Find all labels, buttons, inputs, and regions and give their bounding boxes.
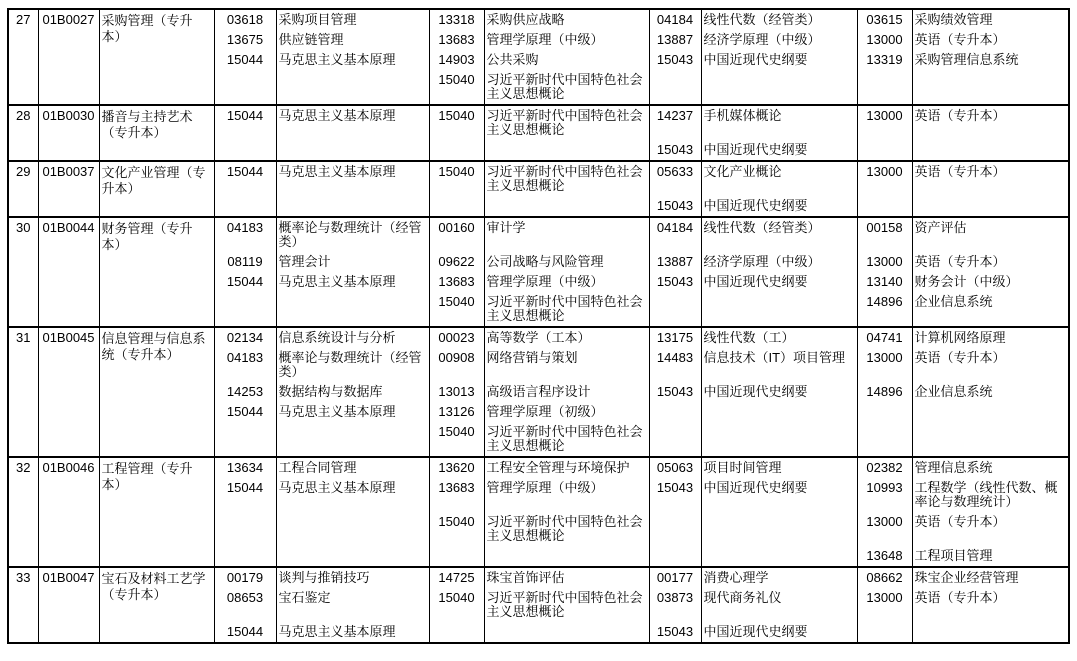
course-name: 公司战略与风险管理	[484, 252, 649, 272]
course-code: 15044	[214, 622, 276, 643]
course-name: 马克思主义基本原理	[276, 622, 429, 643]
course-name: 马克思主义基本原理	[276, 105, 429, 140]
course-code: 05063	[649, 457, 701, 478]
exam-table-body	[8, 9, 1069, 643]
course-name	[912, 140, 1069, 161]
course-name: 英语（专升本）	[912, 161, 1069, 196]
course-code: 13000	[857, 348, 912, 382]
course-code: 14896	[857, 382, 912, 402]
course-name: 马克思主义基本原理	[276, 272, 429, 292]
course-code	[857, 422, 912, 457]
course-name: 高等数学（工本）	[484, 327, 649, 348]
row-number: 31	[8, 327, 38, 457]
course-code: 15040	[429, 512, 484, 546]
course-name: 信息系统设计与分析	[276, 327, 429, 348]
major-name: 播音与主持艺术（专升本）	[99, 105, 214, 161]
course-name: 中国近现代史纲要	[701, 140, 857, 161]
course-name	[701, 512, 857, 546]
course-code: 04184	[649, 9, 701, 30]
course-code	[214, 140, 276, 161]
course-name: 谈判与推销技巧	[276, 567, 429, 588]
course-name: 马克思主义基本原理	[276, 402, 429, 422]
course-name: 珠宝企业经营管理	[912, 567, 1069, 588]
major-code: 01B0047	[38, 567, 99, 643]
course-code: 02134	[214, 327, 276, 348]
course-code	[214, 292, 276, 327]
course-name: 文化产业概论	[701, 161, 857, 196]
course-name: 计算机网络原理	[912, 327, 1069, 348]
course-code: 15043	[649, 478, 701, 512]
course-code	[857, 402, 912, 422]
course-name: 工程项目管理	[912, 546, 1069, 567]
major-row-27-slot-1	[8, 9, 1069, 30]
course-code	[429, 546, 484, 567]
course-name	[276, 140, 429, 161]
course-name: 宝石鉴定	[276, 588, 429, 622]
course-name: 经济学原理（中级）	[701, 30, 857, 50]
course-code: 15044	[214, 50, 276, 70]
course-name: 高级语言程序设计	[484, 382, 649, 402]
course-code: 14896	[857, 292, 912, 327]
course-code: 13683	[429, 272, 484, 292]
course-code: 14903	[429, 50, 484, 70]
course-name	[276, 292, 429, 327]
course-code: 13887	[649, 252, 701, 272]
course-name: 管理会计	[276, 252, 429, 272]
major-row-29-slot-1	[8, 161, 1069, 196]
course-name: 工程安全管理与环境保护	[484, 457, 649, 478]
course-code	[649, 546, 701, 567]
course-name	[701, 292, 857, 327]
course-code: 15040	[429, 105, 484, 140]
course-name: 项目时间管理	[701, 457, 857, 478]
course-name: 线性代数（工）	[701, 327, 857, 348]
course-code: 08662	[857, 567, 912, 588]
course-name	[484, 546, 649, 567]
course-code: 13887	[649, 30, 701, 50]
course-name	[912, 70, 1069, 105]
course-code: 03615	[857, 9, 912, 30]
course-code	[649, 70, 701, 105]
course-code: 13634	[214, 457, 276, 478]
course-name: 消费心理学	[701, 567, 857, 588]
course-code	[214, 546, 276, 567]
course-code: 03873	[649, 588, 701, 622]
course-code: 15040	[429, 70, 484, 105]
course-code: 13683	[429, 478, 484, 512]
course-code: 13175	[649, 327, 701, 348]
course-code: 13319	[857, 50, 912, 70]
course-name: 中国近现代史纲要	[701, 382, 857, 402]
course-name	[484, 622, 649, 643]
course-name: 管理学原理（初级）	[484, 402, 649, 422]
major-name: 宝石及材料工艺学（专升本）	[99, 567, 214, 643]
course-name: 公共采购	[484, 50, 649, 70]
course-code: 00179	[214, 567, 276, 588]
course-code	[214, 512, 276, 546]
row-number: 28	[8, 105, 38, 161]
course-code: 09622	[429, 252, 484, 272]
course-name: 习近平新时代中国特色社会主义思想概论	[484, 512, 649, 546]
major-row-30-slot-1	[8, 217, 1069, 252]
course-code: 13648	[857, 546, 912, 567]
course-name	[276, 422, 429, 457]
course-name: 马克思主义基本原理	[276, 50, 429, 70]
course-name: 英语（专升本）	[912, 105, 1069, 140]
course-code: 00177	[649, 567, 701, 588]
course-name: 珠宝首饰评估	[484, 567, 649, 588]
course-code: 08119	[214, 252, 276, 272]
course-name: 中国近现代史纲要	[701, 50, 857, 70]
course-code: 15040	[429, 292, 484, 327]
row-number: 32	[8, 457, 38, 567]
major-code: 01B0037	[38, 161, 99, 217]
exam-schedule-table	[7, 8, 1070, 644]
course-code: 15043	[649, 622, 701, 643]
course-code	[857, 140, 912, 161]
course-name: 企业信息系统	[912, 382, 1069, 402]
course-name: 资产评估	[912, 217, 1069, 252]
course-code	[429, 196, 484, 217]
course-code: 14253	[214, 382, 276, 402]
course-name: 工程合同管理	[276, 457, 429, 478]
course-code: 13318	[429, 9, 484, 30]
course-name: 财务会计（中级）	[912, 272, 1069, 292]
course-name: 英语（专升本）	[912, 348, 1069, 382]
course-name: 现代商务礼仪	[701, 588, 857, 622]
course-code: 14237	[649, 105, 701, 140]
course-name: 概率论与数理统计（经管类）	[276, 217, 429, 252]
course-code: 04741	[857, 327, 912, 348]
course-code: 15044	[214, 105, 276, 140]
course-name: 管理信息系统	[912, 457, 1069, 478]
course-code	[429, 622, 484, 643]
major-name: 文化产业管理（专升本）	[99, 161, 214, 217]
course-code: 13000	[857, 105, 912, 140]
major-name: 工程管理（专升本）	[99, 457, 214, 567]
course-name	[912, 422, 1069, 457]
course-code: 02382	[857, 457, 912, 478]
course-code	[214, 422, 276, 457]
course-code	[649, 402, 701, 422]
course-name: 手机媒体概论	[701, 105, 857, 140]
course-name: 管理学原理（中级）	[484, 478, 649, 512]
major-code: 01B0046	[38, 457, 99, 567]
course-code: 04183	[214, 217, 276, 252]
major-name: 信息管理与信息系统（专升本）	[99, 327, 214, 457]
course-name	[701, 422, 857, 457]
course-name: 中国近现代史纲要	[701, 622, 857, 643]
row-number: 30	[8, 217, 38, 327]
course-name: 采购供应战略	[484, 9, 649, 30]
course-name	[276, 512, 429, 546]
course-code: 00908	[429, 348, 484, 382]
course-name	[701, 70, 857, 105]
course-name	[912, 196, 1069, 217]
course-name: 线性代数（经管类）	[701, 217, 857, 252]
course-name: 审计学	[484, 217, 649, 252]
course-code	[649, 292, 701, 327]
course-name: 中国近现代史纲要	[701, 272, 857, 292]
course-code: 13675	[214, 30, 276, 50]
course-code	[214, 70, 276, 105]
course-code: 15043	[649, 50, 701, 70]
major-row-32-slot-1	[8, 457, 1069, 478]
course-code: 08653	[214, 588, 276, 622]
course-name: 习近平新时代中国特色社会主义思想概论	[484, 588, 649, 622]
course-name: 英语（专升本）	[912, 512, 1069, 546]
course-code	[214, 196, 276, 217]
course-code: 05633	[649, 161, 701, 196]
course-name	[276, 546, 429, 567]
course-code: 15040	[429, 422, 484, 457]
course-code: 15040	[429, 161, 484, 196]
course-name: 英语（专升本）	[912, 588, 1069, 622]
course-name: 数据结构与数据库	[276, 382, 429, 402]
course-code: 13140	[857, 272, 912, 292]
course-name: 网络营销与策划	[484, 348, 649, 382]
course-code: 15044	[214, 402, 276, 422]
course-name	[484, 196, 649, 217]
course-code: 13126	[429, 402, 484, 422]
course-code	[649, 512, 701, 546]
course-name: 中国近现代史纲要	[701, 196, 857, 217]
course-code: 00160	[429, 217, 484, 252]
row-number: 29	[8, 161, 38, 217]
course-code: 04184	[649, 217, 701, 252]
row-number: 33	[8, 567, 38, 643]
major-code: 01B0044	[38, 217, 99, 327]
major-name: 财务管理（专升本）	[99, 217, 214, 327]
course-code	[857, 70, 912, 105]
course-name: 英语（专升本）	[912, 252, 1069, 272]
course-code: 15044	[214, 161, 276, 196]
course-name: 马克思主义基本原理	[276, 478, 429, 512]
course-name: 信息技术（IT）项目管理	[701, 348, 857, 382]
course-name: 供应链管理	[276, 30, 429, 50]
course-name: 习近平新时代中国特色社会主义思想概论	[484, 161, 649, 196]
course-name: 中国近现代史纲要	[701, 478, 857, 512]
course-name: 英语（专升本）	[912, 30, 1069, 50]
course-name	[701, 546, 857, 567]
course-code: 04183	[214, 348, 276, 382]
course-code	[857, 622, 912, 643]
course-code: 15044	[214, 272, 276, 292]
course-name: 采购项目管理	[276, 9, 429, 30]
course-code: 13683	[429, 30, 484, 50]
course-code: 15044	[214, 478, 276, 512]
course-code: 13000	[857, 588, 912, 622]
major-row-28-slot-1	[8, 105, 1069, 140]
course-code: 13000	[857, 512, 912, 546]
course-name: 习近平新时代中国特色社会主义思想概论	[484, 422, 649, 457]
course-code: 14725	[429, 567, 484, 588]
course-name	[276, 196, 429, 217]
course-name	[701, 402, 857, 422]
course-code: 14483	[649, 348, 701, 382]
major-code: 01B0030	[38, 105, 99, 161]
course-name	[276, 70, 429, 105]
course-name: 管理学原理（中级）	[484, 30, 649, 50]
course-code: 00023	[429, 327, 484, 348]
course-name: 采购绩效管理	[912, 9, 1069, 30]
course-name: 习近平新时代中国特色社会主义思想概论	[484, 292, 649, 327]
course-code: 13620	[429, 457, 484, 478]
course-name: 管理学原理（中级）	[484, 272, 649, 292]
course-code: 15043	[649, 196, 701, 217]
course-name: 工程数学（线性代数、概率论与数理统计）	[912, 478, 1069, 512]
course-name: 线性代数（经管类）	[701, 9, 857, 30]
course-code: 13000	[857, 30, 912, 50]
course-name: 企业信息系统	[912, 292, 1069, 327]
major-code: 01B0027	[38, 9, 99, 105]
course-name: 习近平新时代中国特色社会主义思想概论	[484, 70, 649, 105]
row-number: 27	[8, 9, 38, 105]
course-name	[912, 622, 1069, 643]
course-name	[484, 140, 649, 161]
course-code	[429, 140, 484, 161]
course-name: 马克思主义基本原理	[276, 161, 429, 196]
course-code: 13000	[857, 252, 912, 272]
course-name: 采购管理信息系统	[912, 50, 1069, 70]
course-code: 13000	[857, 161, 912, 196]
course-code: 10993	[857, 478, 912, 512]
course-code: 15043	[649, 382, 701, 402]
course-name: 经济学原理（中级）	[701, 252, 857, 272]
course-code: 00158	[857, 217, 912, 252]
course-code	[857, 196, 912, 217]
major-name: 采购管理（专升本）	[99, 9, 214, 105]
course-code: 15043	[649, 272, 701, 292]
course-code: 13013	[429, 382, 484, 402]
course-name	[912, 402, 1069, 422]
course-code: 03618	[214, 9, 276, 30]
course-name: 习近平新时代中国特色社会主义思想概论	[484, 105, 649, 140]
major-row-31-slot-1	[8, 327, 1069, 348]
major-row-33-slot-1	[8, 567, 1069, 588]
course-code: 15040	[429, 588, 484, 622]
course-code: 15043	[649, 140, 701, 161]
course-name: 概率论与数理统计（经管类）	[276, 348, 429, 382]
major-code: 01B0045	[38, 327, 99, 457]
course-code	[649, 422, 701, 457]
